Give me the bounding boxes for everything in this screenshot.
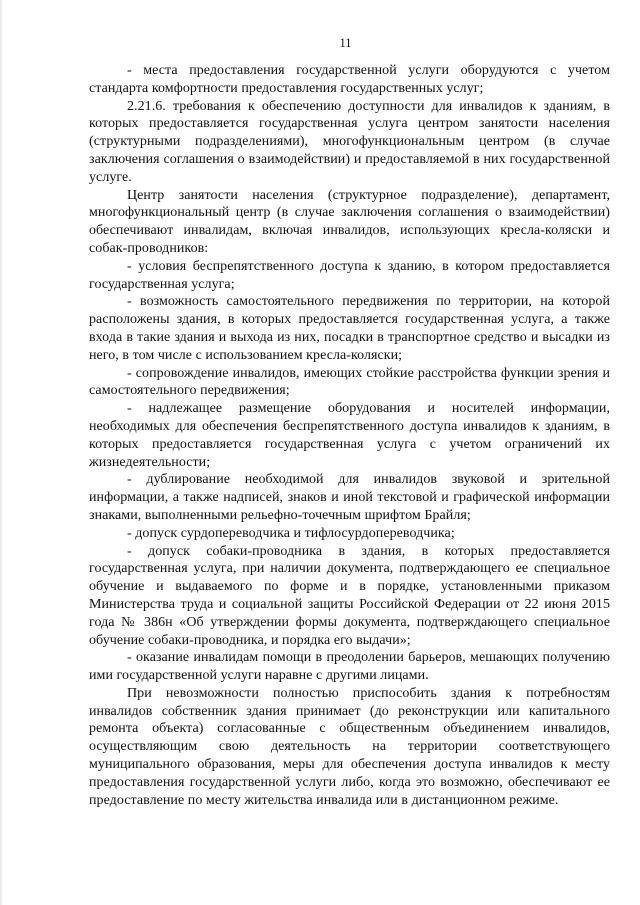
- list-item-information-duplication: - дублирование необходимой для инвалидов звуковой и зрительной информации, а также надписей, знаков и иной текстовой и графической информации знаками, выполненными рельефно-точечным шрифтом Брайля;: [89, 472, 610, 523]
- list-item-sign-interpreter: - допуск сурдопереводчика и тифлосурдопереводчика;: [127, 525, 455, 541]
- paragraph-centers-provide: Центр занятости населения (структурное подразделение), департамент, многофункциональный центр (в случае заключения соглашения о взаимодействии) обеспечивают инвалидам, включая инвалидов, использующих кресла-коляски и собак-проводников:: [89, 187, 610, 256]
- page-number: 11: [339, 36, 352, 50]
- list-item-guide-dog: - допуск собаки-проводника в здания, в которых предоставляется государственная услуга, при наличии документа, подтверждающего ее специальное обучение и выдаваемого по форме и в порядке, установленными приказом Министерства труда и социальной защиты Российской Федерации от 22 июня 2015 года № 386н «Об утверждении формы документа, подтверждающего специальное обучение собаки-проводника, и порядка его выдачи»;: [89, 543, 610, 648]
- paragraph-owner-measures: При невозможности полностью приспособить здания к потребностям инвалидов собственник здания принимает (до реконструкции или капитального ремонта объекта) согласованные с общественным объединением инвалидов, осуществляющим свою деятельность на территории соответствующего муниципального образования, меры для обеспечения доступа инвалидов к месту предоставления государственной услуги либо, когда это возможно, обеспечивают ее предоставление по месту жительства инвалида или в дистанционном режиме.: [89, 685, 610, 808]
- paragraph-accessibility-requirements: 2.21.6. требования к обеспечению доступности для инвалидов к зданиям, в которых предоставляется государственная услуга центром занятости населения (структурными подразделениями), многофункциональным центром (в случае заключения соглашения о взаимодействии) и предоставляемой в них государственной услуге.: [89, 98, 610, 185]
- list-item-access-conditions: - условия беспрепятственного доступа к зданию, в котором предоставляется государственная услуга;: [89, 258, 610, 292]
- scan-edge-shadow: [0, 0, 3, 905]
- list-item-barrier-assistance: - оказание инвалидам помощи в преодолении барьеров, мешающих получению ими государственной услуги наравне с другими лицами.: [89, 650, 610, 684]
- list-item-independent-movement: - возможность самостоятельного передвижения по территории, на которой расположены здания, в которых предоставляется государственная услуга, а также входа в такие здания и выхода из них, посадки в транспортное средство и высадки из него, в том числе с использованием кресла-коляски;: [89, 294, 610, 363]
- list-item-equipment-placement: - надлежащее размещение оборудования и носителей информации, необходимых для обеспечения беспрепятственного доступа инвалидов к зданиям, в которых предоставляется государственная услуга с учетом ограничений их жизнедеятельности;: [89, 401, 610, 470]
- list-item-escort: - сопровождение инвалидов, имеющих стойкие расстройства функции зрения и самостоятельного передвижения;: [89, 365, 610, 399]
- paragraph-comfort-standard: - места предоставления государственной услуги оборудуются с учетом стандарта комфортности предоставления государственных услуг;: [89, 63, 610, 96]
